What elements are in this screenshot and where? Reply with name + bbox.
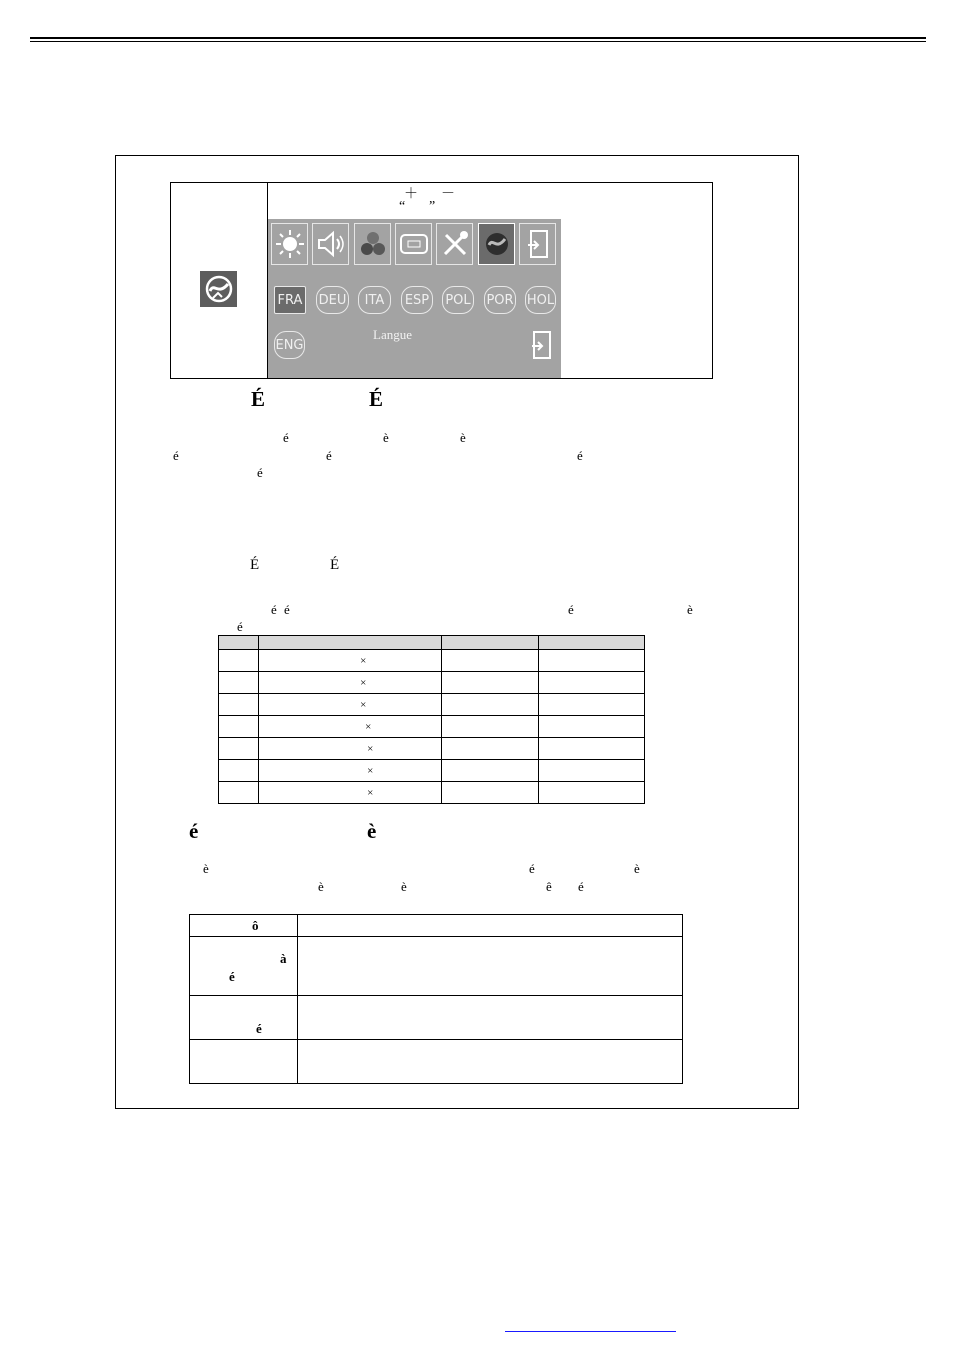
section-heading-char: É <box>251 387 266 411</box>
screen-icon[interactable] <box>395 223 432 265</box>
section-heading-char: è <box>367 819 377 843</box>
text-char: é <box>257 465 263 480</box>
option-label: Langue <box>373 327 412 342</box>
lang-button-ita[interactable]: ITA <box>358 286 391 314</box>
notes-table-rule <box>189 936 683 937</box>
text-char: é <box>283 430 289 445</box>
quote-close: ” <box>429 199 436 214</box>
text-char: é <box>568 602 574 617</box>
times-sign: × <box>365 720 372 733</box>
text-char: é <box>271 602 277 617</box>
lang-button-fra[interactable]: FRA <box>274 286 306 314</box>
osd-screen <box>268 219 561 378</box>
text-char: è <box>634 861 640 876</box>
text-char: é <box>326 448 332 463</box>
notes-table-rule <box>189 995 683 996</box>
quote-open: “ <box>399 199 406 214</box>
times-sign: × <box>360 698 367 711</box>
notes-table-rule <box>189 1039 683 1040</box>
text-char: é <box>529 861 535 876</box>
text-char: è <box>318 879 324 894</box>
text-char: é <box>173 448 179 463</box>
notes-label-char: é <box>256 1021 262 1036</box>
lang-button-eng[interactable]: ENG <box>274 331 305 359</box>
subheading-char: É <box>250 557 260 573</box>
table-row <box>219 760 645 782</box>
text-char: è <box>687 602 693 617</box>
footer-link-underline[interactable] <box>505 1331 676 1332</box>
times-sign: × <box>367 786 374 799</box>
subheading-char: É <box>330 557 340 573</box>
section-heading-char: É <box>369 387 384 411</box>
header-rule-thin <box>30 41 926 42</box>
language-tab-icon[interactable] <box>478 223 515 265</box>
exit-icon[interactable] <box>519 223 556 265</box>
volume-icon[interactable] <box>312 223 349 265</box>
notes-header-char: ô <box>252 918 259 933</box>
brightness-icon[interactable] <box>271 223 308 265</box>
table-row <box>219 672 645 694</box>
lang-button-por[interactable]: POR <box>484 286 516 314</box>
text-char: é <box>578 879 584 894</box>
times-sign: × <box>360 654 367 667</box>
exit-icon[interactable] <box>529 330 555 362</box>
section-heading-char: é <box>189 819 199 843</box>
table-row <box>219 650 645 672</box>
table-header-row <box>219 636 645 650</box>
color-icon[interactable] <box>354 223 391 265</box>
lang-button-hol[interactable]: HOL <box>525 286 556 314</box>
text-char: ê <box>546 879 552 894</box>
resolution-table <box>218 635 645 804</box>
table-row <box>219 782 645 804</box>
lang-button-deu[interactable]: DEU <box>316 286 349 314</box>
language-icon <box>200 271 237 307</box>
times-sign: × <box>367 764 374 777</box>
times-sign: × <box>360 676 367 689</box>
table-row <box>219 694 645 716</box>
table-row <box>219 738 645 760</box>
notes-table <box>189 914 683 1084</box>
text-char: è <box>460 430 466 445</box>
text-char: è <box>203 861 209 876</box>
text-char: é <box>577 448 583 463</box>
notes-table-divider <box>297 914 298 1084</box>
key-minus: － <box>441 187 455 202</box>
lang-button-pol[interactable]: POL <box>442 286 474 314</box>
key-plus: ＋ <box>404 187 418 202</box>
text-char: è <box>383 430 389 445</box>
header-rule <box>30 37 926 39</box>
table-row <box>219 716 645 738</box>
lang-button-esp[interactable]: ESP <box>401 286 433 314</box>
notes-label-char: à <box>280 951 287 966</box>
tools-icon[interactable] <box>436 223 473 265</box>
notes-label-char: é <box>229 969 235 984</box>
text-char: é <box>284 602 290 617</box>
times-sign: × <box>367 742 374 755</box>
text-char: é <box>237 619 243 634</box>
text-char: è <box>401 879 407 894</box>
